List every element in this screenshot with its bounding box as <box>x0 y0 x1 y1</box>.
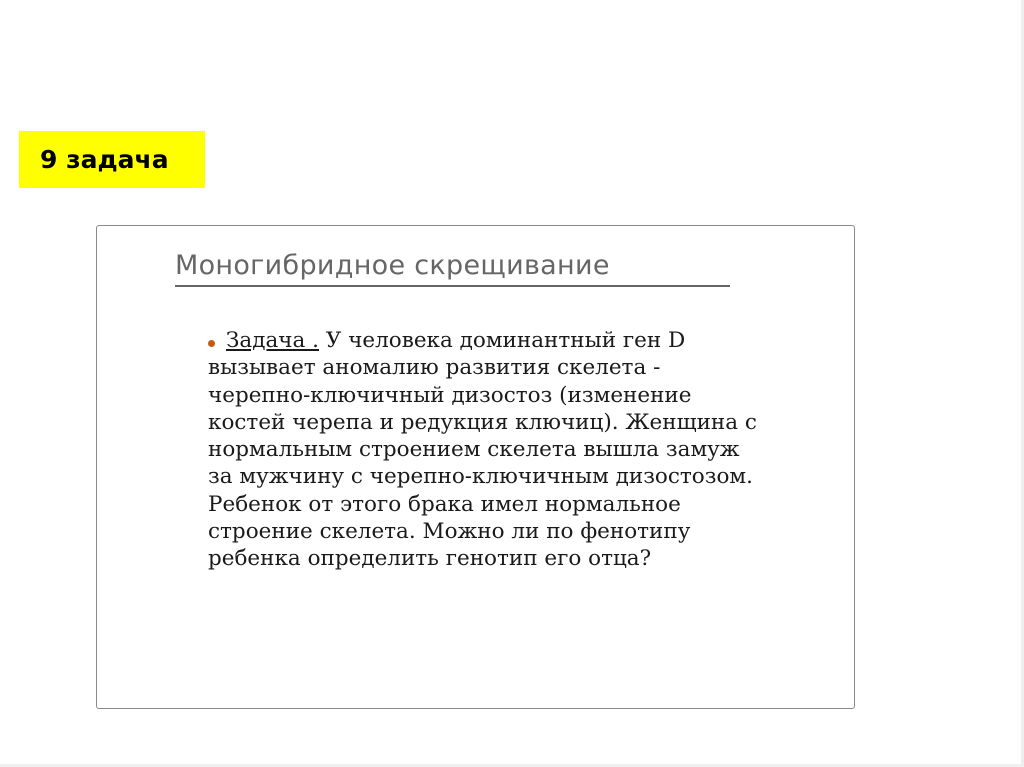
task-text <box>208 327 828 573</box>
task-line-7: Ребенок от этого брака имел нормальное <box>208 491 681 517</box>
task-line-6: за мужчину с черепно-ключичным дизостозом. <box>208 464 753 490</box>
heading-underline <box>175 285 730 287</box>
inner-heading: Моногибридное скрещивание <box>175 250 610 281</box>
task-label: Задача . <box>226 328 319 353</box>
task-line-9: ребенка определить генотип его отца? <box>208 546 652 572</box>
task-line-1-text: У человека доминантный ген D <box>318 328 686 353</box>
slide-title-box <box>19 131 205 188</box>
task-line-2: вызывает аномалию развития скелета - <box>208 355 661 381</box>
embedded-slide-frame <box>96 225 855 709</box>
slide-title: 9 задача <box>40 145 169 174</box>
task-line-8: строение скелета. Можно ли по фенотипу <box>208 519 691 545</box>
task-line-3: черепно-ключичный дизостоз (изменение <box>208 382 692 408</box>
task-line-1 <box>208 327 828 354</box>
task-line-4: костей черепа и редукция ключиц). Женщина с <box>208 409 757 435</box>
task-line-5: нормальным строением скелета вышла замуж <box>208 437 740 463</box>
